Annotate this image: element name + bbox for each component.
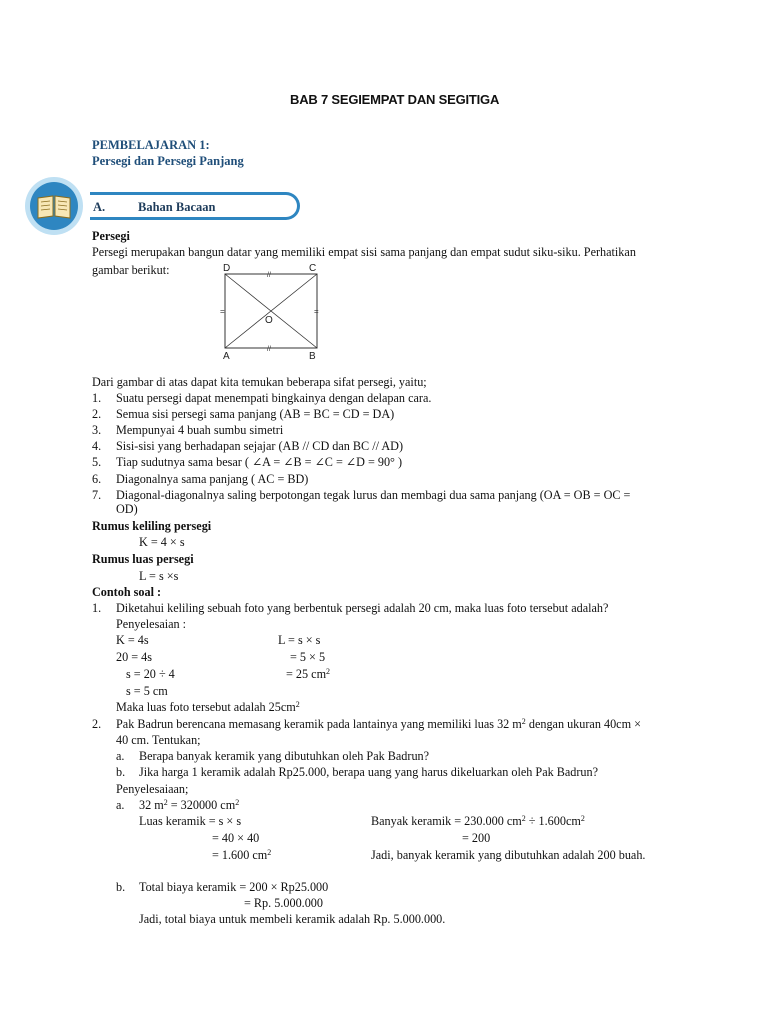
tick-bottom: // [267,346,271,353]
keliling-heading: Rumus keliling persegi [92,519,212,533]
property-item: 5. Tiap sudutnya sama besar ( ∠A = ∠B = ∠C = ∠D = 90° ) [92,455,403,469]
property-item: 3. Mempunyai 4 buah sumbu simetri [92,423,284,437]
soal-2-sub-letter: a. [116,749,125,763]
square-diagram [215,260,330,362]
center-label-o: O [265,315,273,326]
soal-2-conversion: 32 $m^2 = 320000$ $cm^2$ [139,798,240,812]
soal-2-banyak: Banyak keramik = 230.000 $cm^2 \div 1.600cm^2$ [371,814,585,828]
banner-label: Bahan Bacaan [138,200,216,214]
property-item: 4. Sisi-sisi yang berhadapan sejajar (AB // CD dan BC // AD) [92,439,404,453]
soal-2-a-conclusion: Jadi, banyak keramik yang dibutuhkan adalah 200 buah. [371,848,646,862]
soal-1-number: 1. [92,601,102,615]
soal-2-sub-a: Berapa banyak keramik yang dibutuhkan oleh Pak Badrun? [139,749,430,763]
keliling-formula: K = 4 × s [139,535,185,549]
vertex-label-d: D [223,263,231,274]
soal-1-step-right: = 5 × 5 [290,650,326,664]
intro-line-2: gambar berikut: [92,263,170,277]
luas-heading: Rumus luas persegi [92,552,194,566]
soal-2-luas-step: Luas keramik = s × s [139,814,242,828]
soal-1-step: s = 20 ÷ 4 [126,667,175,681]
property-item: 2. Semua sisi persegi sama panjang (AB = BC = CD = DA) [92,407,395,421]
soal-2-b-line-1: Total biaya keramik = 200 × Rp25.000 [139,880,329,894]
soal-2-part-letter: a. [116,798,125,812]
contoh-heading: Contoh soal : [92,585,162,599]
page-title: BAB 7 SEGIEMPAT DAN SEGITIGA [290,92,500,107]
banner-icon-circle [30,182,78,230]
soal-2-question-line-2: 40 cm. Tentukan; [116,733,201,747]
soal-2-banyak-result: = 200 [462,831,491,845]
property-item: 7. Diagonal-diagonalnya saling berpotongan tegak lurus dan membagi dua sama panjang (OA = OB = OC = [92,488,631,502]
vertex-label-a: A [223,351,230,362]
property-item: 1. Suatu persegi dapat menempati bingkainya dengan delapan cara. [92,391,432,405]
banner-letter: A. [93,200,106,214]
tick-right: = [314,307,319,316]
soal-2-part-letter: b. [116,880,126,894]
soal-2-sub-b: Jika harga 1 keramik adalah Rp25.000, berapa uang yang harus dikeluarkan oleh Pak Badrun? [139,765,599,779]
soal-1-conclusion: Maka luas foto tersebut adalah $25cm^2$ [116,700,300,714]
soal-2-b-line-2: = Rp. 5.000.000 [244,896,323,910]
section-title: Persegi [92,229,130,243]
soal-1-step: K = 4s [116,633,149,647]
lesson-subheading: Persegi dan Persegi Panjang [92,154,244,168]
property-item: 6. Diagonalnya sama panjang ( AC = BD) [92,472,309,486]
vertex-label-b: B [309,351,316,362]
soal-2-luas-step: = 40 × 40 [212,831,260,845]
property-7-continuation: OD) [116,502,138,516]
vertex-label-c: C [309,263,317,274]
luas-formula: L = s ×s [139,569,179,583]
soal-2-penyelesaian: Penyelesaiaan; [116,782,189,796]
soal-1-step: 20 = 4s [116,650,152,664]
soal-2-sub-letter: b. [116,765,126,779]
soal-1-question: Diketahui keliling sebuah foto yang berbentuk persegi adalah 20 cm, maka luas foto tersebut adalah? [116,601,609,615]
soal-1-penyelesaian: Penyelesaian : [116,617,187,631]
tick-left: = [220,307,225,316]
book-icon [30,182,78,230]
soal-1-step-right: L = s × s [278,633,321,647]
lesson-heading: PEMBELAJARAN 1: [92,138,210,152]
soal-2-question: Pak Badrun berencana memasang keramik pada lantainya yang memiliki luas 32 $m^2$ dengan ukuran 40cm × [116,717,641,731]
soal-1-step: s = 5 cm [126,684,168,698]
soal-2-b-conclusion: Jadi, total biaya untuk membeli keramik adalah Rp. 5.000.000. [139,912,446,926]
tick-top: // [267,272,271,279]
soal-2-luas-step: = 1.600 $cm^2$ [212,848,272,862]
properties-intro: Dari gambar di atas dapat kita temukan beberapa sifat persegi, yaitu; [92,375,427,389]
intro-line-1: Persegi merupakan bangun datar yang memiliki empat sisi sama panjang dan empat sudut siku-siku. Perhatikan [92,245,636,259]
soal-1-step-right: = 25 $cm^2$ [286,667,331,681]
soal-2-number: 2. [92,717,102,731]
